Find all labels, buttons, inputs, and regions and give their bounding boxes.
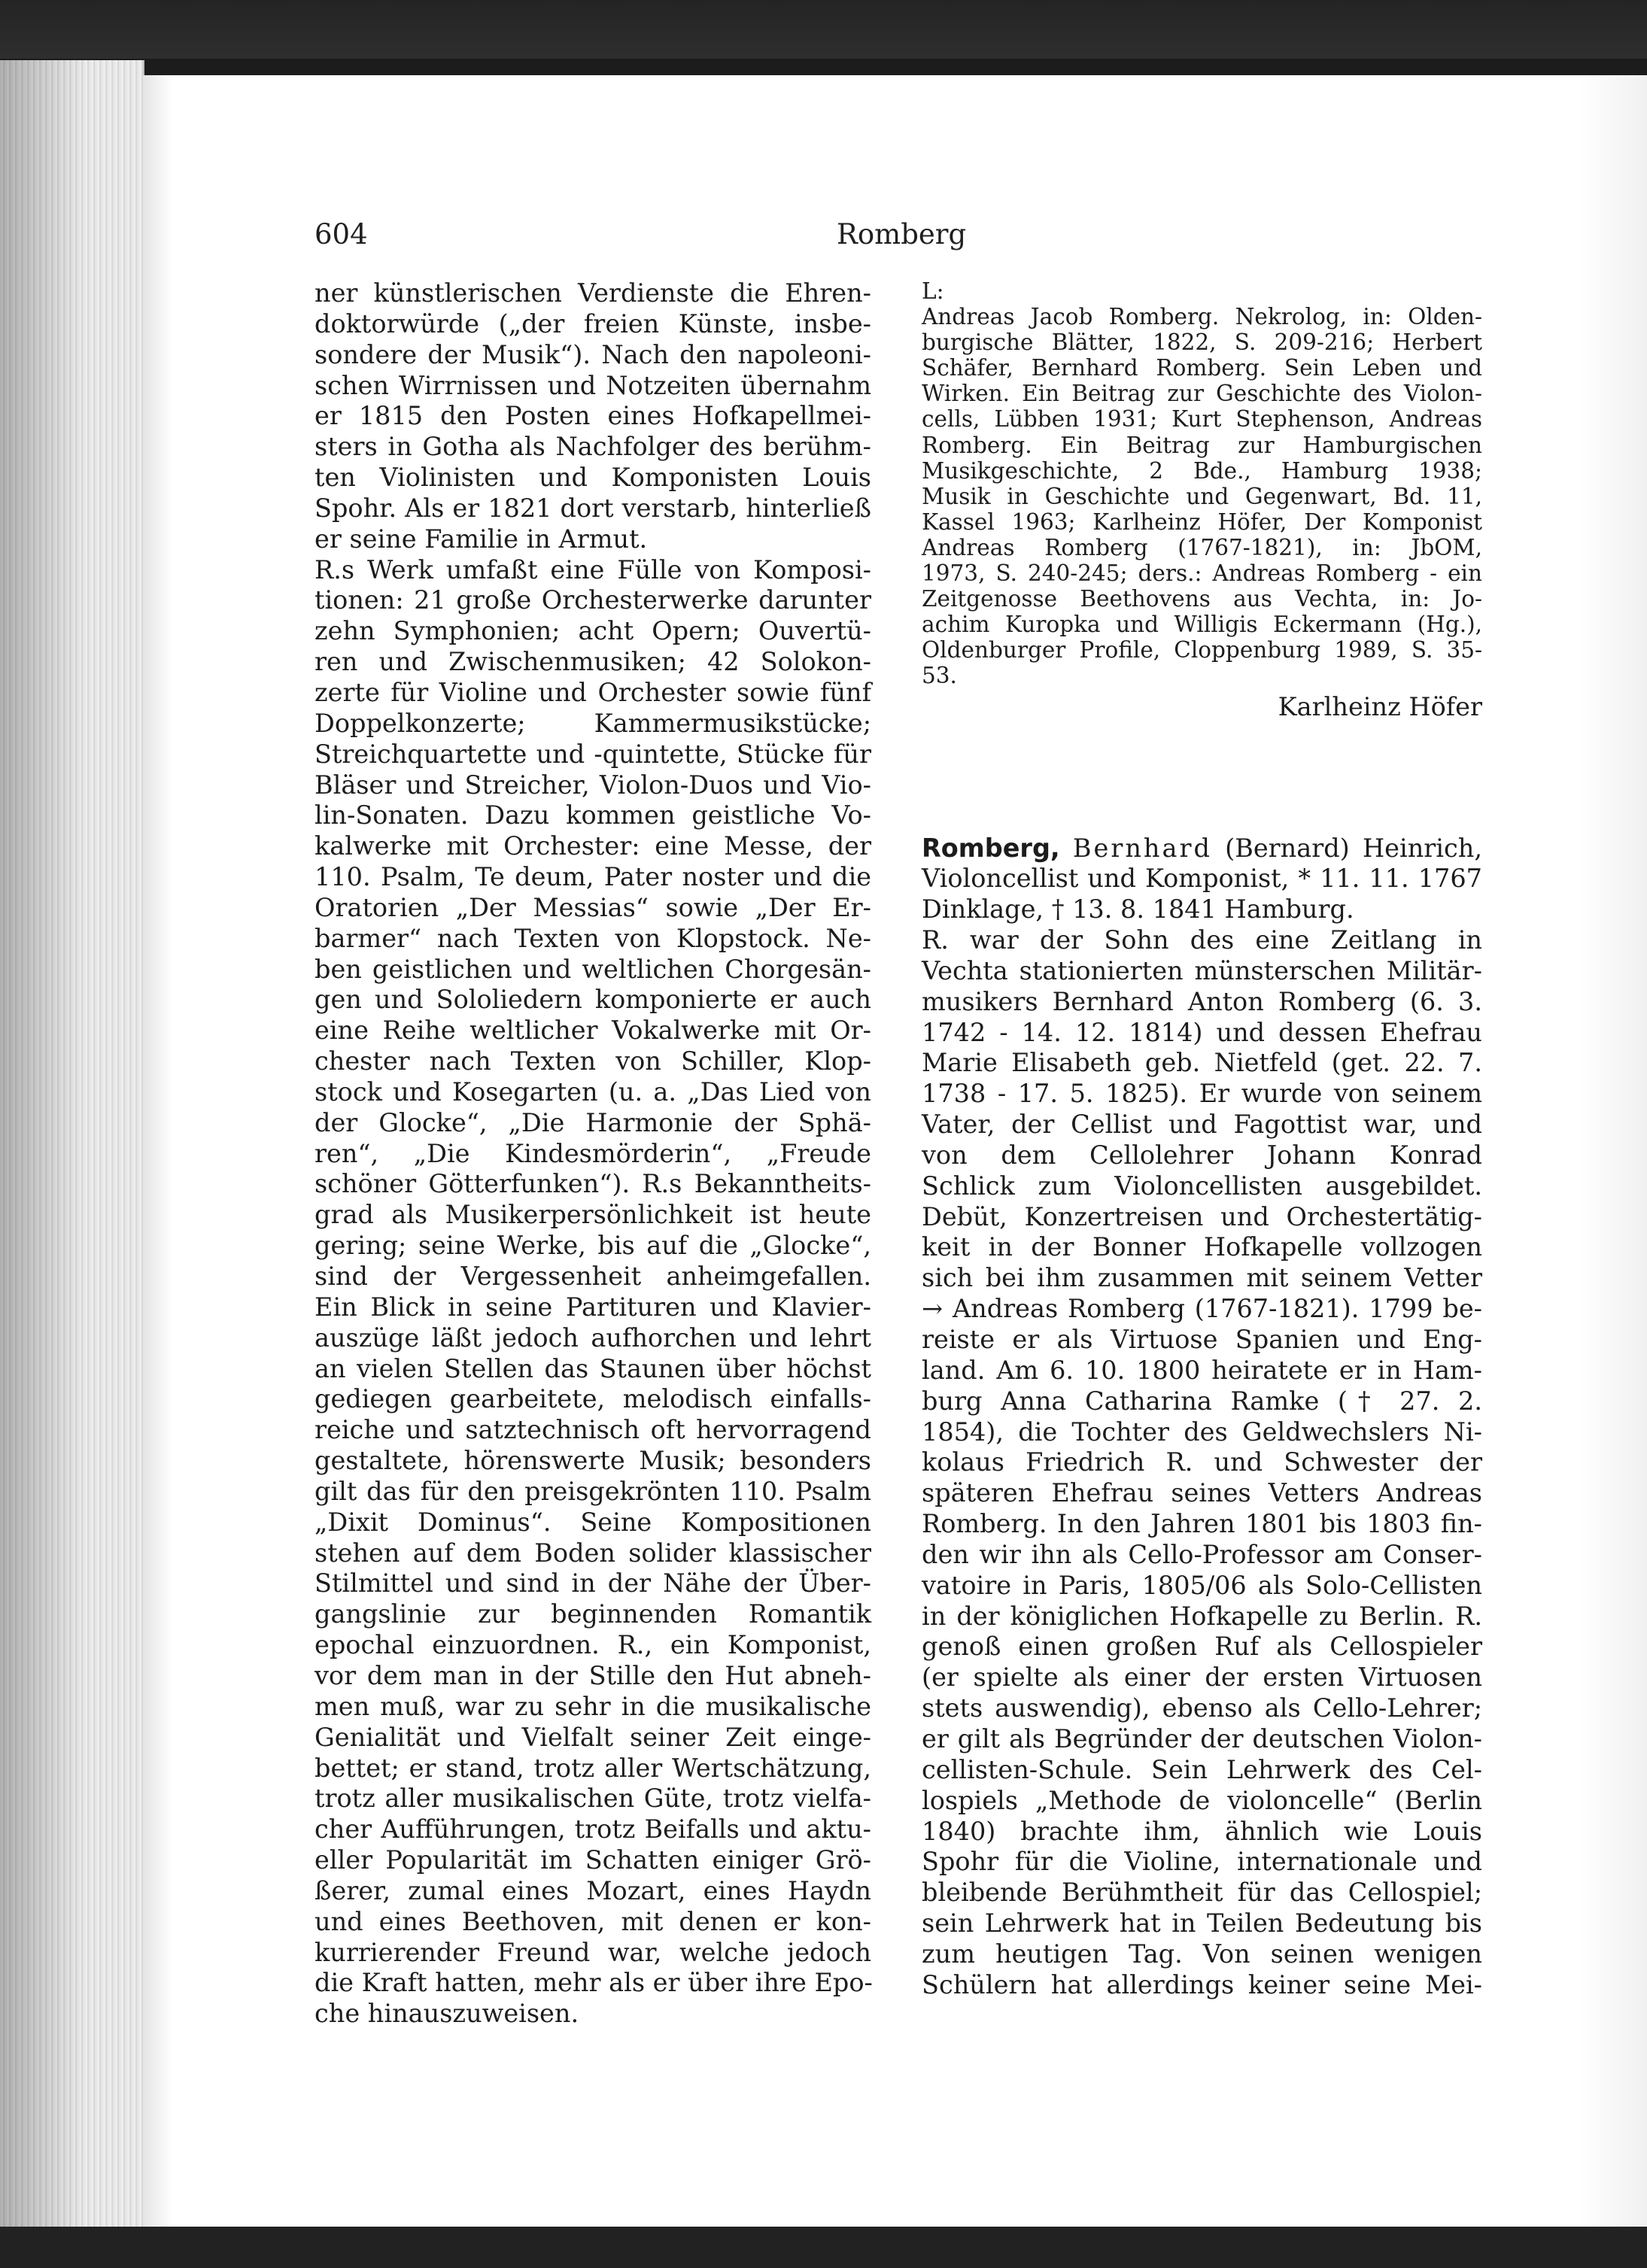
entry-text-line: (er spielte als einer der ersten Virtuosen <box>922 1662 1482 1693</box>
text-line: cher Aufführungen, trotz Beifalls und aktu- <box>315 1814 871 1844</box>
text-line: der Glocke“, „Die Harmonie der Sphä- <box>315 1107 871 1137</box>
text-line: an vielen Stellen das Staunen über höchst <box>315 1353 871 1383</box>
text-line: sind der Vergessenheit anheimgefallen. <box>315 1262 871 1291</box>
entry-text-line: Romberg. In den Jahren 1801 bis 1803 fin- <box>922 1509 1482 1539</box>
right-column <box>922 278 1482 2001</box>
text-line: ren und Zwischenmusiken; 42 Solokon- <box>315 647 871 677</box>
entry-text-line: Marie Elisabeth geb. Nietfeld (get. 22. 7. <box>922 1048 1482 1078</box>
text-line: stock und Kosegarten (u. a. „Das Lied von <box>315 1076 871 1107</box>
text-line: die Kraft hatten, mehr als er über ihre Epo- <box>315 1968 873 1998</box>
text-line: ben geistlichen und weltlichen Chorgesän- <box>315 954 871 984</box>
literature-lines <box>922 304 1482 688</box>
entry-text-line: 1738 - 17. 5. 1825). Er wurde von seinem <box>922 1079 1482 1109</box>
text-line: gering; seine Werke, bis auf die „Glocke“, <box>315 1231 871 1261</box>
text-line: Streichquartette und -quintette, Stücke für <box>315 739 871 769</box>
text-line: barmer“ nach Texten von Klopstock. Ne- <box>315 923 871 953</box>
text-line: bettet; er stand, trotz aller Wertschätzung, <box>315 1753 871 1783</box>
entry-headline <box>922 833 1482 864</box>
text-line: Spohr. Als er 1821 dort verstarb, hinterließ <box>315 493 871 523</box>
entry-head-rest: (Bernard) Heinrich, <box>1225 833 1482 863</box>
article-author: Karlheinz Höfer <box>1278 691 1482 721</box>
text-line: Genialität und Vielfalt seiner Zeit einge- <box>315 1722 871 1752</box>
literature-line: Oldenburger Profile, Cloppenburg 1989, S. 35- <box>922 637 1482 663</box>
entry-text-line: den wir ihn als Cello-Professor am Conser- <box>922 1539 1482 1569</box>
entry-text-line: musikers Bernhard Anton Romberg (6. 3. <box>922 986 1482 1016</box>
text-line: lin-Sonaten. Dazu kommen geistliche Vo- <box>315 800 871 830</box>
text-line: reiche und satztechnisch oft hervorragend <box>315 1415 871 1445</box>
entry-text-line: 1742 - 14. 12. 1814) und dessen Ehefrau <box>922 1017 1482 1047</box>
entry-text-line: Debüt, Konzertreisen und Orchestertätig- <box>922 1201 1482 1231</box>
literature-line: 1973, S. 240-245; ders.: Andreas Romberg - ein <box>922 560 1482 587</box>
entry-text-line: zum heutigen Tag. Von seinen wenigen <box>922 1939 1482 1969</box>
entry-text-line: in der königlichen Hofkapelle zu Berlin. R. <box>922 1601 1482 1631</box>
text-line: gilt das für den preisgekrönten 110. Psalm <box>315 1476 871 1506</box>
text-line: ten Violinisten und Komponisten Louis <box>315 463 871 493</box>
text-line: gediegen gearbeitete, melodisch einfalls- <box>315 1384 871 1414</box>
text-line: che hinauszuweisen. <box>315 1999 579 2029</box>
text-line: Bläser und Streicher, Violon-Duos und Vio- <box>315 770 871 800</box>
literature-line: burgische Blätter, 1822, S. 209-216; Herbert <box>922 329 1482 356</box>
literature-line: Musikgeschichte, 2 Bde., Hamburg 1938; <box>922 457 1482 484</box>
entry-lines <box>922 864 1482 2000</box>
scan-top-border <box>0 0 1647 59</box>
entry-text-line: Vater, der Cellist und Fagottist war, und <box>922 1110 1482 1140</box>
entry-text-line: land. Am 6. 10. 1800 heiratete er in Ham- <box>922 1355 1482 1385</box>
entry-head-name: Romberg, <box>922 833 1060 863</box>
text-line: sondere der Musik“). Nach den napoleoni- <box>315 339 871 369</box>
literature-line: Wirken. Ein Beitrag zur Geschichte des Violon- <box>922 381 1482 407</box>
entry-head-given-name: Bernhard <box>1072 833 1212 863</box>
entry-text-line: 1840) brachte ihm, ähnlich wie Louis <box>922 1816 1482 1846</box>
entry-text-line: späteren Ehefrau seines Vetters Andreas <box>922 1478 1482 1508</box>
entry-text-line: → Andreas Romberg (1767-1821). 1799 be- <box>922 1294 1482 1324</box>
entry-text-line: Schlick zum Violoncellisten ausgebildet. <box>922 1170 1482 1201</box>
literature-heading: L: <box>922 278 944 304</box>
entry-text-line: keit in der Bonner Hofkapelle vollzogen <box>922 1232 1482 1262</box>
entry-text-line: Violoncellist und Komponist, * 11. 11. 1767 <box>922 864 1482 894</box>
entry-text-line: lospiels „Methode de violoncelle“ (Berlin <box>922 1785 1482 1815</box>
literature-line: achim Kuropka und Willigis Eckermann (Hg.), <box>922 612 1482 638</box>
page-stack-shadow <box>0 60 143 2234</box>
text-line: „Dixit Dominus“. Seine Kompositionen <box>315 1507 871 1537</box>
entry-text-line: bleibende Berühmtheit für das Cellospiel; <box>922 1878 1482 1908</box>
text-line: trotz aller musikalischen Güte, trotz vielfa- <box>315 1784 871 1814</box>
romberg-bernhard-entry <box>922 833 1482 2001</box>
text-line: schen Wirrnissen und Notzeiten übernahm <box>315 370 871 400</box>
text-line: R.s Werk umfaßt eine Fülle von Komposi- <box>315 554 871 584</box>
text-line: Doppelkonzerte; Kammermusikstücke; <box>315 708 871 738</box>
text-line: ren“, „Die Kindesmörderin“, „Freude <box>315 1138 871 1168</box>
text-line: Stilmittel und sind in der Nähe der Über- <box>315 1568 871 1599</box>
entry-text-line: R. war der Sohn des eine Zeitlang in <box>922 925 1482 955</box>
entry-text-line: er gilt als Begründer der deutschen Violon- <box>922 1723 1482 1753</box>
entry-text-line: Dinklage, † 13. 8. 1841 Hamburg. <box>922 894 1354 925</box>
text-line: Ein Blick in seine Partituren und Klavier- <box>315 1292 871 1322</box>
text-line: men muß, war zu sehr in die musikalische <box>315 1691 871 1721</box>
entry-text-line: stets auswendig), ebenso als Cello-Lehrer; <box>922 1693 1482 1723</box>
text-line: zerte für Violine und Orchester sowie fünf <box>315 677 871 707</box>
entry-text-line: genoß einen großen Ruf als Cellospieler <box>922 1632 1482 1662</box>
entry-text-line: reiste er als Virtuose Spanien und Eng- <box>922 1325 1482 1354</box>
text-line: er seine Familie in Armut. <box>315 524 648 554</box>
literature-line: Kassel 1963; Karlheinz Höfer, Der Komponist <box>922 509 1482 535</box>
text-line: auszüge läßt jedoch aufhorchen und lehrt <box>315 1322 871 1353</box>
entry-text-line: sich bei ihm zusammen mit seinem Vetter <box>922 1263 1482 1293</box>
literature-line: Andreas Romberg (1767-1821), in: JbOM, <box>922 534 1482 560</box>
text-line: er 1815 den Posten eines Hofkapellmei- <box>315 401 871 431</box>
literature-line: Schäfer, Bernhard Romberg. Sein Leben und <box>922 355 1482 381</box>
entry-text-line: Spohr für die Violine, internationale und <box>922 1847 1482 1877</box>
text-line: chester nach Texten von Schiller, Klop- <box>315 1046 871 1076</box>
entry-text-line: vatoire in Paris, 1805/06 als Solo-Cellisten <box>922 1570 1482 1600</box>
page-number: 604 <box>315 218 368 250</box>
text-line: eller Popularität im Schatten einiger Grö- <box>315 1845 871 1875</box>
literature-line: 53. <box>922 663 957 689</box>
text-line: tionen: 21 große Orchesterwerke darunter <box>315 585 871 615</box>
literature-line: Andreas Jacob Romberg. Nekrolog, in: Olden- <box>922 304 1482 330</box>
text-line: ner künstlerischen Verdienste die Ehren- <box>315 278 871 308</box>
text-line: und eines Beethoven, mit denen er kon- <box>315 1906 871 1936</box>
spine-shadow <box>143 75 173 2227</box>
text-line: epochal einzuordnen. R., ein Komponist, <box>315 1630 871 1660</box>
left-column <box>315 278 871 2030</box>
text-line: gangslinie zur beginnenden Romantik <box>315 1599 871 1629</box>
literature-line: Musik in Geschichte und Gegenwart, Bd. 11, <box>922 483 1482 509</box>
page-edge-shade <box>1580 75 1647 2227</box>
running-title: Romberg <box>837 218 967 250</box>
text-line: Oratorien „Der Messias“ sowie „Der Er- <box>315 892 871 922</box>
text-line: ßerer, zumal eines Mozart, eines Haydn <box>315 1875 871 1905</box>
entry-text-line: cellisten-Schule. Sein Lehrwerk des Cel- <box>922 1754 1482 1784</box>
text-line: schöner Götterfunken“). R.s Bekanntheits- <box>315 1169 871 1199</box>
text-line: grad als Musikerpersönlichkeit ist heute <box>315 1200 871 1230</box>
text-line: sters in Gotha als Nachfolger des berühm- <box>315 432 871 462</box>
literature-line: cells, Lübben 1931; Kurt Stephenson, Andreas <box>922 406 1482 433</box>
text-line: stehen auf dem Boden solider klassischer <box>315 1538 871 1568</box>
scan-bottom-border <box>0 2227 1647 2268</box>
literature-line: Zeitgenosse Beethovens aus Vechta, in: Jo- <box>922 586 1482 612</box>
text-line: doktorwürde („der freien Künste, insbe- <box>315 308 871 339</box>
text-line: zehn Symphonien; acht Opern; Ouvertü- <box>315 616 871 646</box>
entry-text-line: Vechta stationierten münsterschen Militär- <box>922 955 1482 985</box>
entry-text-line: burg Anna Catharina Ramke († 27. 2. <box>922 1386 1482 1416</box>
entry-text-line: kolaus Friedrich R. und Schwester der <box>922 1447 1482 1477</box>
entry-text-line: von dem Cellolehrer Johann Konrad <box>922 1140 1482 1170</box>
text-line: 110. Psalm, Te deum, Pater noster und die <box>315 862 871 892</box>
entry-text-line: Schülern hat allerdings keiner seine Mei- <box>922 1969 1482 1999</box>
text-line: kurrierender Freund war, welche jedoch <box>315 1937 871 1967</box>
literature-section <box>922 278 1482 689</box>
text-line: gestaltete, hörenswerte Musik; besonders <box>315 1446 871 1476</box>
text-line: eine Reihe weltlicher Vokalwerke mit Or- <box>315 1016 871 1046</box>
text-line: kalwerke mit Orchester: eine Messe, der <box>315 831 871 861</box>
text-line: gen und Sololiedern komponierte er auch <box>315 985 871 1015</box>
literature-line: Romberg. Ein Beitrag zur Hamburgischen <box>922 432 1482 458</box>
entry-text-line: 1854), die Tochter des Geldwechslers Ni- <box>922 1416 1482 1447</box>
text-line: vor dem man in der Stille den Hut abneh- <box>315 1660 871 1690</box>
entry-text-line: sein Lehrwerk hat in Teilen Bedeutung bis <box>922 1908 1482 1939</box>
